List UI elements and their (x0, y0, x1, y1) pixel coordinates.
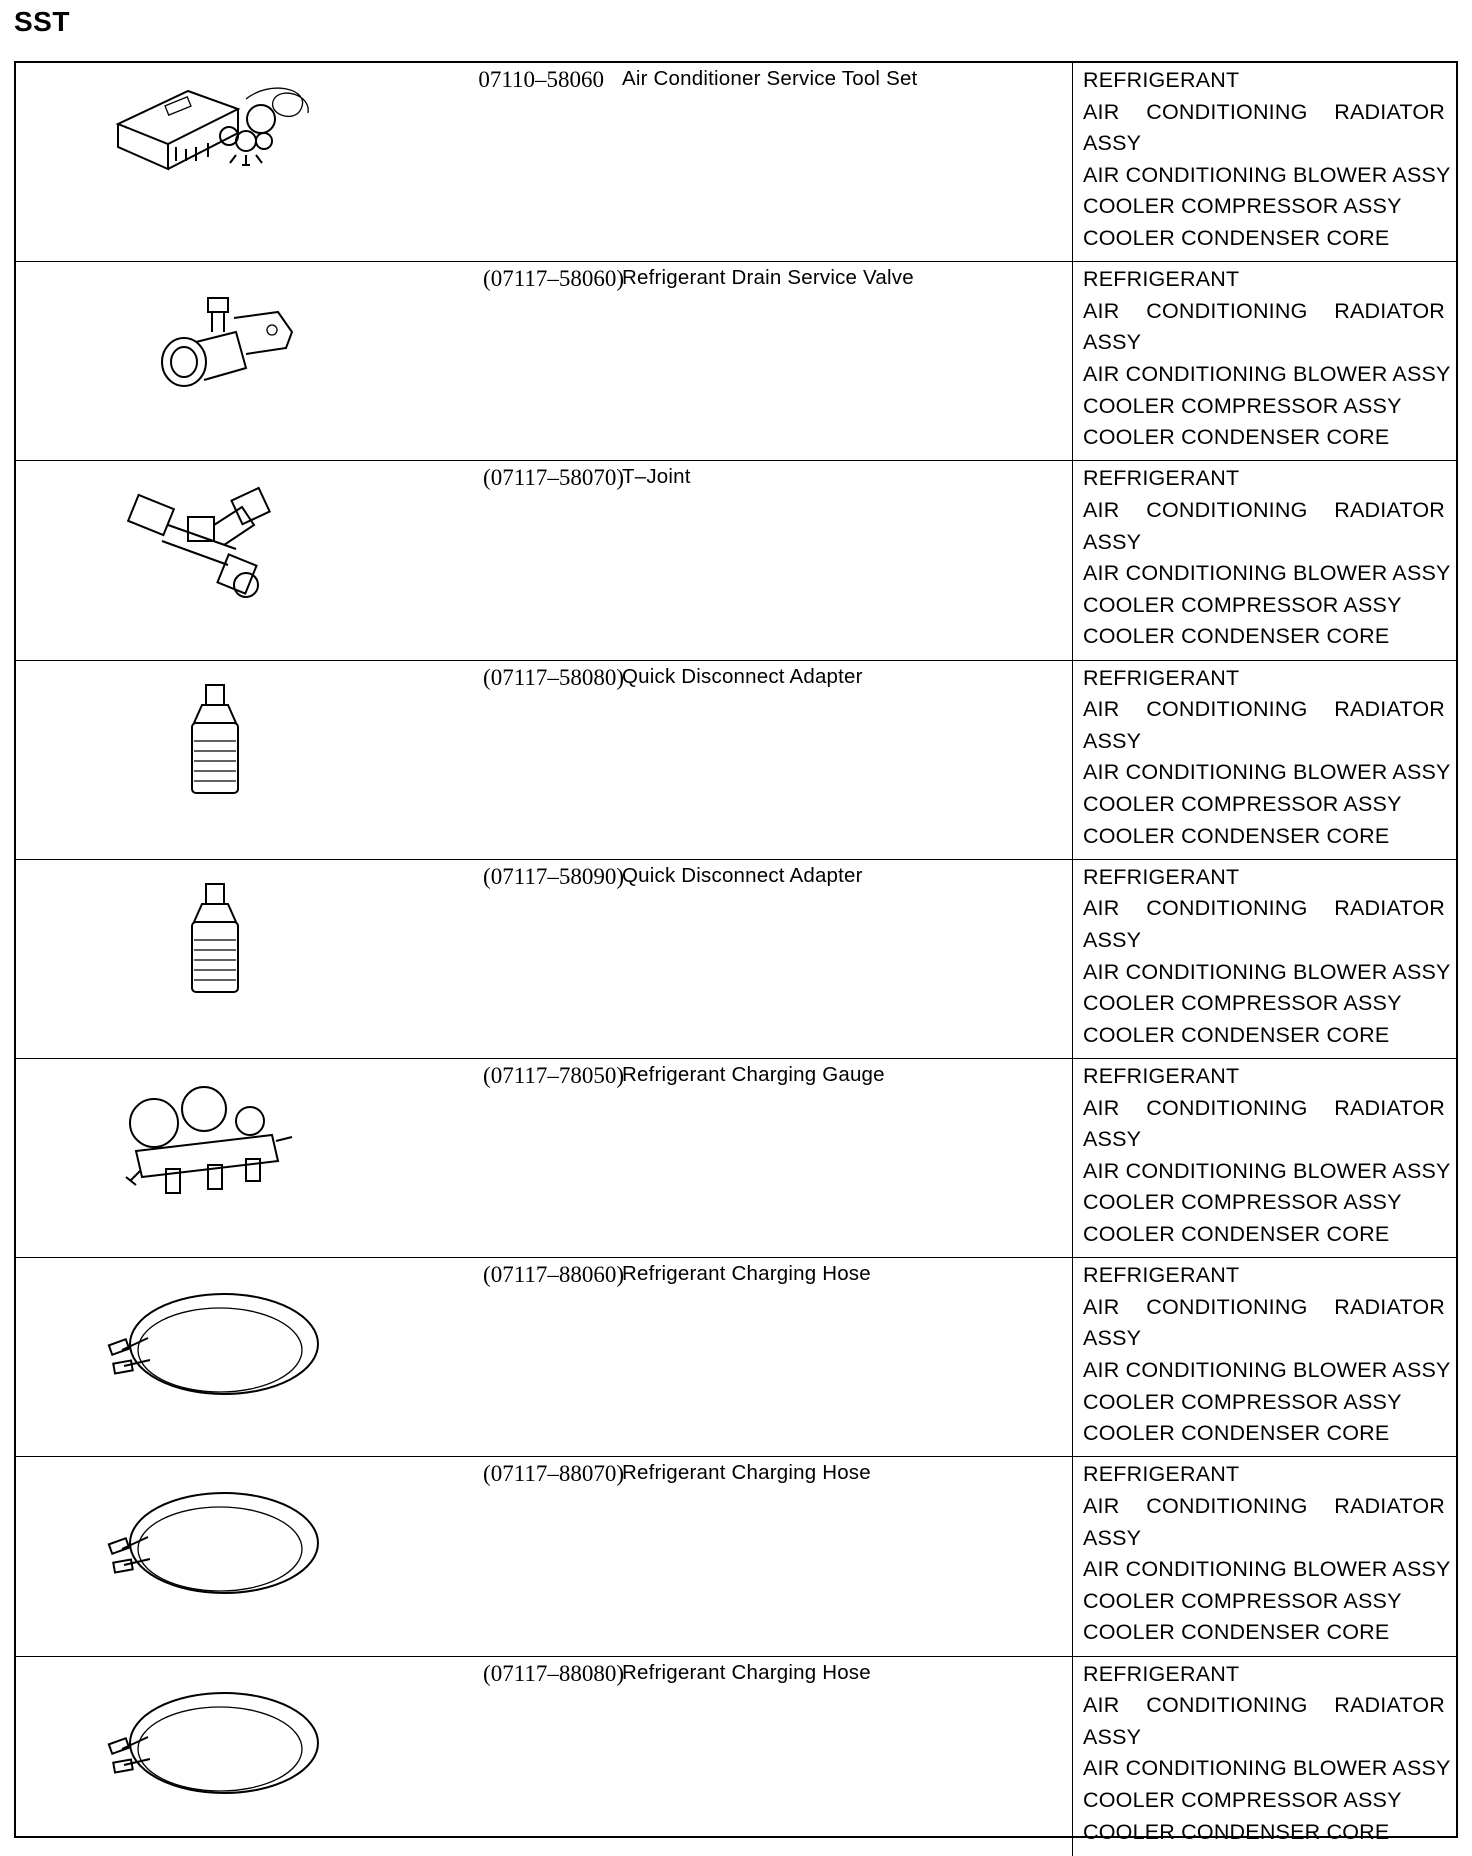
usage-word: AIR (1083, 896, 1120, 921)
usage-word: CONDITIONING (1146, 1693, 1308, 1718)
usage-line: AIR CONDITIONING BLOWER ASSY (1083, 1158, 1451, 1183)
usage-line: ASSY (1083, 1326, 1142, 1351)
usage-word: AIR (1083, 298, 1120, 323)
usage-list (1083, 1459, 1451, 1649)
usage-word: CONDITIONING (1146, 697, 1308, 722)
usage-line: AIR CONDITIONING BLOWER ASSY (1083, 760, 1451, 785)
service-tool-set-icon (96, 69, 356, 249)
usage-list (1083, 663, 1451, 853)
tool-row (16, 1059, 1456, 1258)
usage-word: RADIATOR (1334, 697, 1445, 722)
usage-line: COOLER COMPRESSOR ASSY (1083, 1389, 1402, 1414)
usage-word: AIR (1083, 1693, 1120, 1718)
usage-line: COOLER CONDENSER CORE (1083, 1819, 1390, 1844)
t-joint-icon (96, 467, 356, 647)
usage-word: RADIATOR (1334, 1095, 1445, 1120)
tool-name: Quick Disconnect Adapter (622, 664, 863, 688)
charging-hose-icon (96, 1663, 356, 1843)
usage-word: RADIATOR (1334, 298, 1445, 323)
usage-word: CONDITIONING (1146, 298, 1308, 323)
usage-line: AIR CONDITIONING BLOWER ASSY (1083, 1357, 1451, 1382)
usage-line: COOLER COMPRESSOR ASSY (1083, 1787, 1402, 1812)
usage-line (1083, 97, 1445, 129)
usage-word: AIR (1083, 1493, 1120, 1518)
usage-word: RADIATOR (1334, 497, 1445, 522)
usage-line (1083, 495, 1445, 527)
tool-row (16, 63, 1456, 262)
usage-line: COOLER CONDENSER CORE (1083, 823, 1390, 848)
usage-list (1083, 862, 1451, 1052)
charging-hose-icon (96, 1264, 356, 1444)
usage-word: CONDITIONING (1146, 99, 1308, 124)
tool-row (16, 262, 1456, 461)
usage-line: ASSY (1083, 1525, 1142, 1550)
usage-line: COOLER CONDENSER CORE (1083, 1620, 1390, 1645)
column-divider (1072, 1258, 1073, 1456)
usage-line (1083, 296, 1445, 328)
usage-line: COOLER COMPRESSOR ASSY (1083, 791, 1402, 816)
usage-line: AIR CONDITIONING BLOWER ASSY (1083, 162, 1451, 187)
tool-row (16, 860, 1456, 1059)
usage-line: COOLER COMPRESSOR ASSY (1083, 1588, 1402, 1613)
tool-row (16, 1657, 1456, 1856)
usage-line (1083, 1292, 1445, 1324)
usage-line: REFRIGERANT (1083, 68, 1240, 92)
usage-line (1083, 1690, 1445, 1722)
tool-name: Refrigerant Drain Service Valve (622, 266, 914, 290)
quick-disconnect-adapter-icon (96, 667, 356, 847)
part-number: (07117–78050) (483, 1063, 624, 1088)
column-divider (1072, 1657, 1073, 1856)
usage-word: RADIATOR (1334, 1493, 1445, 1518)
usage-line: COOLER CONDENSER CORE (1083, 1022, 1390, 1047)
usage-line (1083, 1491, 1445, 1523)
part-number: (07117–88060) (483, 1262, 624, 1288)
usage-line: REFRIGERANT (1083, 665, 1240, 690)
usage-line: COOLER CONDENSER CORE (1083, 1421, 1390, 1446)
usage-word: RADIATOR (1334, 1693, 1445, 1718)
part-number: (07117–58070) (483, 465, 624, 491)
column-divider (1072, 262, 1073, 460)
usage-line: AIR CONDITIONING BLOWER ASSY (1083, 959, 1451, 984)
usage-line: COOLER CONDENSER CORE (1083, 1221, 1390, 1246)
part-number: (07117–58080) (483, 664, 624, 690)
usage-word: CONDITIONING (1146, 1095, 1308, 1120)
usage-line: REFRIGERANT (1083, 864, 1240, 889)
usage-line: REFRIGERANT (1083, 267, 1240, 292)
usage-line: REFRIGERANT (1083, 1462, 1240, 1487)
usage-word: AIR (1083, 1294, 1120, 1319)
usage-list (1083, 1260, 1451, 1450)
usage-line: REFRIGERANT (1083, 1263, 1240, 1288)
usage-line: ASSY (1083, 927, 1142, 952)
usage-line: REFRIGERANT (1083, 1064, 1240, 1088)
usage-word: RADIATOR (1334, 99, 1445, 124)
column-divider (1072, 461, 1073, 659)
usage-line: COOLER CONDENSER CORE (1083, 624, 1390, 649)
tool-row (16, 461, 1456, 660)
usage-word: CONDITIONING (1146, 1493, 1308, 1518)
part-number: (07117–88080) (483, 1660, 624, 1686)
column-divider (1072, 63, 1073, 261)
usage-line: AIR CONDITIONING BLOWER ASSY (1083, 1557, 1451, 1582)
usage-line (1083, 694, 1445, 726)
sst-table (14, 61, 1458, 1844)
drain-service-valve-icon (96, 268, 356, 448)
tool-name: T–Joint (622, 465, 691, 489)
usage-line: COOLER CONDENSER CORE (1083, 425, 1390, 450)
usage-line: AIR CONDITIONING BLOWER ASSY (1083, 561, 1451, 586)
usage-line: COOLER CONDENSER CORE (1083, 225, 1390, 250)
usage-word: RADIATOR (1334, 896, 1445, 921)
tool-name: Refrigerant Charging Gauge (622, 1063, 885, 1086)
usage-line: ASSY (1083, 330, 1142, 355)
usage-word: AIR (1083, 1095, 1120, 1120)
part-number: (07117–58060) (483, 266, 624, 292)
usage-line: COOLER COMPRESSOR ASSY (1083, 194, 1402, 219)
usage-word: CONDITIONING (1146, 1294, 1308, 1319)
tool-name: Air Conditioner Service Tool Set (622, 67, 918, 90)
tool-name: Refrigerant Charging Hose (622, 1262, 871, 1286)
charging-hose-icon (96, 1463, 356, 1643)
usage-line: COOLER COMPRESSOR ASSY (1083, 991, 1402, 1016)
usage-line: ASSY (1083, 1127, 1142, 1152)
quick-disconnect-adapter-icon (96, 866, 356, 1046)
tool-name: Quick Disconnect Adapter (622, 863, 863, 887)
column-divider (1072, 860, 1073, 1058)
usage-line: ASSY (1083, 1724, 1142, 1749)
usage-line (1083, 1093, 1445, 1125)
usage-line: ASSY (1083, 529, 1142, 554)
column-divider (1072, 1457, 1073, 1655)
usage-word: RADIATOR (1334, 1294, 1445, 1319)
column-divider (1072, 1059, 1073, 1257)
usage-list (1083, 1061, 1451, 1251)
usage-list (1083, 65, 1451, 255)
part-number: 07110–58060 (478, 67, 604, 92)
charging-gauge-icon (96, 1065, 356, 1245)
usage-list (1083, 463, 1451, 653)
usage-line: COOLER COMPRESSOR ASSY (1083, 393, 1402, 418)
usage-list (1083, 264, 1451, 454)
part-number: (07117–58090) (483, 863, 624, 889)
usage-line: AIR CONDITIONING BLOWER ASSY (1083, 361, 1451, 386)
usage-line (1083, 893, 1445, 925)
usage-word: CONDITIONING (1146, 497, 1308, 522)
page-title: SST (14, 6, 70, 37)
usage-word: CONDITIONING (1146, 896, 1308, 921)
usage-line: REFRIGERANT (1083, 466, 1240, 491)
tool-row (16, 1258, 1456, 1457)
tool-row (16, 1457, 1456, 1656)
usage-line: COOLER COMPRESSOR ASSY (1083, 592, 1402, 617)
tool-name: Refrigerant Charging Hose (622, 1660, 871, 1684)
usage-line: AIR CONDITIONING BLOWER ASSY (1083, 1756, 1451, 1781)
usage-line: ASSY (1083, 131, 1142, 156)
usage-word: AIR (1083, 697, 1120, 722)
part-number: (07117–88070) (483, 1461, 624, 1487)
usage-line: ASSY (1083, 728, 1142, 753)
tool-row (16, 661, 1456, 860)
usage-line: REFRIGERANT (1083, 1661, 1240, 1686)
column-divider (1072, 661, 1073, 859)
usage-list (1083, 1659, 1451, 1849)
usage-line: COOLER COMPRESSOR ASSY (1083, 1190, 1402, 1215)
tool-name: Refrigerant Charging Hose (622, 1461, 871, 1485)
usage-word: AIR (1083, 497, 1120, 522)
usage-word: AIR (1083, 99, 1120, 124)
